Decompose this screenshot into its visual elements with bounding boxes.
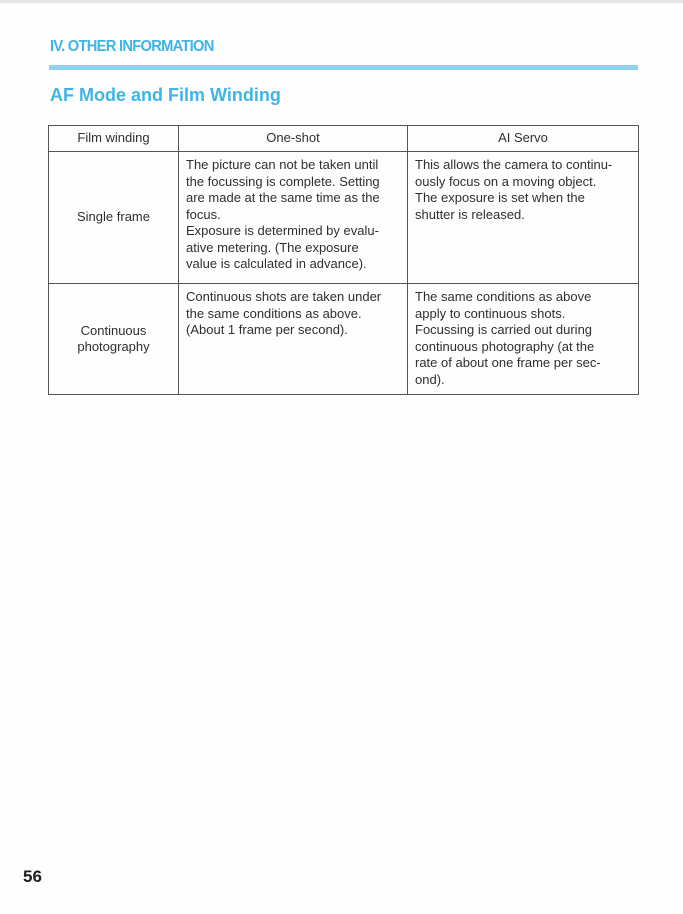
text-line: The exposure is set when the [415, 190, 585, 205]
text-line: value is calculated in advance). [186, 256, 367, 271]
text-line: ond). [415, 371, 445, 387]
table-row [49, 152, 639, 284]
section-header: IV. OTHER INFORMATION [50, 38, 214, 55]
text-line: the same conditions as above. [186, 305, 362, 321]
table-header-row [49, 126, 639, 152]
text-line: apply to continuous shots. [415, 305, 566, 321]
cell-continuous-one-shot [179, 284, 408, 395]
cell-single-frame-one-shot [179, 152, 408, 284]
text-line: Exposure is determined by evalu- [186, 223, 379, 238]
header-one-shot: One-shot [179, 126, 408, 152]
page-title: AF Mode and Film Winding [50, 85, 281, 105]
text-line: focus. [186, 206, 221, 222]
text-line: Continuous shots are taken under [186, 289, 382, 304]
page-number: 56 [23, 867, 42, 886]
text-line: rate of about one frame per sec- [415, 355, 601, 370]
text-line: ative metering. (The exposure [186, 239, 359, 255]
text-line: The same conditions as above [415, 289, 592, 304]
header-film-winding: Film winding [49, 126, 179, 152]
cell-single-frame-ai-servo [408, 152, 639, 284]
af-mode-table [48, 125, 639, 395]
row-label-line: photography [77, 339, 150, 354]
cell-continuous-ai-servo [408, 284, 639, 395]
text-line: Focussing is carried out during [415, 322, 593, 337]
row-label-line: Continuous [80, 322, 147, 338]
row-label-single-frame: Single frame [49, 152, 179, 284]
text-line: the focussing is complete. Setting [186, 173, 380, 189]
row-label-continuous-photography [49, 284, 179, 395]
text-line: shutter is released. [415, 206, 525, 222]
page-top-edge [0, 0, 683, 3]
text-line: ously focus on a moving object. [415, 173, 597, 189]
text-line: This allows the camera to continu- [415, 157, 613, 172]
text-line: The picture can not be taken until [186, 157, 379, 172]
header-ai-servo: AI Servo [408, 126, 639, 152]
text-line: continuous photography (at the [415, 338, 595, 354]
text-line: are made at the same time as the [186, 190, 380, 205]
text-line: (About 1 frame per second). [186, 322, 348, 337]
table-row [49, 284, 639, 395]
header-rule [49, 65, 638, 70]
